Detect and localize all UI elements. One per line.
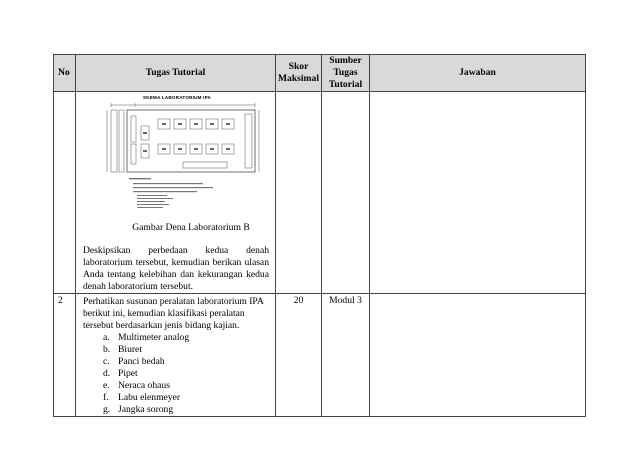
figure-title: SKEMA LABORATORIUM IPA — [143, 94, 212, 100]
figure-caption: Gambar Dena Laboratorium B — [132, 221, 250, 233]
cell-no — [54, 91, 76, 293]
lab-layout-diagram — [83, 94, 273, 221]
header-jawaban: Jawaban — [370, 55, 586, 92]
list-item: e. Neraca ohaus — [103, 379, 170, 391]
cell-task — [76, 293, 276, 416]
list-item: c. Panci bedah — [103, 355, 165, 367]
list-item: g. Jangka sorong — [103, 403, 174, 415]
header-no: No — [54, 55, 76, 92]
list-item: b. Biuret — [103, 343, 142, 355]
task-intro: Perhatikan susunan peralatan laboratorium IPA berikut ini, kemudian klasifikasi peralatan tersebut berdasarkan jenis bidang kajian. — [83, 295, 264, 331]
header-tugas: Tugas Tutorial — [76, 55, 276, 92]
header-sumber: Sumber Tugas Tutorial — [322, 55, 370, 92]
header-skor: Skor Maksimal — [276, 55, 322, 92]
list-item: a. Multimeter analog — [103, 331, 190, 343]
table-row — [54, 91, 586, 293]
cell-no: 2 — [54, 293, 76, 416]
cell-skor — [276, 91, 322, 293]
cell-jawaban — [370, 91, 586, 293]
task-description: Deskipsikan perbedaan kedua denah laboratorium tersebut, kemudian berikan ulasan Anda tentang kelebihan dan kekurangan kedua denah laboratorium tersebut. — [83, 244, 269, 292]
lab-floor-plan-image — [83, 94, 269, 221]
table-row — [54, 293, 586, 416]
header-row — [54, 55, 586, 92]
cell-sumber — [322, 91, 370, 293]
list-item: f. Labu elenmeyer — [103, 391, 181, 403]
cell-sumber: Modul 3 — [322, 293, 370, 416]
list-item: d. Pipet — [103, 367, 138, 379]
equipment-list — [83, 332, 269, 416]
tutorial-table — [53, 54, 586, 417]
cell-jawaban — [370, 293, 586, 416]
cell-skor: 20 — [276, 293, 322, 416]
cell-task — [76, 91, 276, 293]
